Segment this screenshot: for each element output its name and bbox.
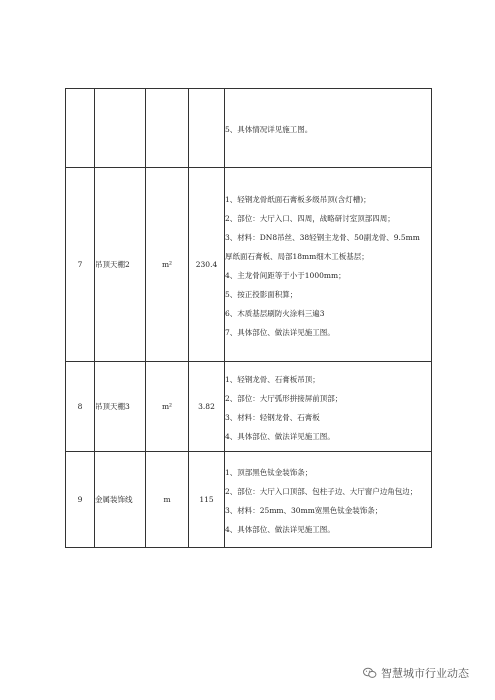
cell-desc xyxy=(225,362,432,452)
cell-no xyxy=(66,89,95,168)
cell-name: 吊顶天棚3 xyxy=(95,362,146,452)
cell-unit: m² xyxy=(146,362,189,452)
cell-unit: m² xyxy=(146,168,189,362)
cell-desc xyxy=(225,168,432,362)
desc-line: 6、木质基层刷防火涂料三遍3 xyxy=(225,308,325,318)
desc-line: 4、具体部位、做法详见施工图。 xyxy=(225,524,335,534)
watermark-text: 智慧城市行业动态 xyxy=(381,667,469,680)
desc-line: 3、材料：轻钢龙骨、石膏板 xyxy=(225,412,320,422)
cell-desc xyxy=(225,89,432,168)
cell-qty: 3.82 xyxy=(189,362,225,452)
desc-line: 4、具体部位、做法详见施工图。 xyxy=(225,431,335,441)
cell-qty xyxy=(189,89,225,168)
desc-line: 3、材料：25mm、30mm宽黑色钛金装饰条； xyxy=(225,505,383,515)
spec-table xyxy=(65,88,432,548)
desc-line: 1、轻钢龙骨、石膏板吊顶； xyxy=(225,374,320,384)
cell-no: 7 xyxy=(66,168,95,362)
desc-line: 5、按正投影面积算； xyxy=(225,289,298,299)
cell-no: 8 xyxy=(66,362,95,452)
desc-line: 厚纸面石膏板、局部18mm细木工板基层； xyxy=(225,251,369,261)
watermark xyxy=(363,665,469,681)
desc-line: 2、部位：大厅入口、四周，战略研讨室顶部四周； xyxy=(225,213,395,223)
desc-line: 2、部位：大厅弧形拼接屏前顶部； xyxy=(225,393,343,403)
cell-no: 9 xyxy=(66,452,95,548)
desc-line: 4、主龙骨间距等于小于1000mm； xyxy=(225,270,346,280)
table-row xyxy=(66,452,432,548)
desc-line: 1、轻钢龙骨纸面石膏板多级吊顶(含灯槽)； xyxy=(225,194,371,204)
table-row xyxy=(66,168,432,362)
desc-line: 3、材料：DN8吊丝、38轻钢主龙骨、50副龙骨、9.5mm xyxy=(225,232,420,242)
cell-qty: 115 xyxy=(189,452,225,548)
table-row xyxy=(66,89,432,168)
desc-line: 7、具体部位、做法详见施工图。 xyxy=(225,327,335,337)
cell-unit: m xyxy=(146,452,189,548)
cell-name: 吊顶天棚2 xyxy=(95,168,146,362)
desc-line: 5、具体情况详见施工图。 xyxy=(225,124,313,134)
cell-desc xyxy=(225,452,432,548)
desc-line: 2、部位：大厅入口顶部、包柱子边、大厅窗户边角包边； xyxy=(225,486,418,496)
wechat-icon xyxy=(363,667,377,679)
cell-qty: 230.4 xyxy=(189,168,225,362)
table-row xyxy=(66,362,432,452)
cell-unit xyxy=(146,89,189,168)
cell-name xyxy=(95,89,146,168)
cell-name: 金属装饰线 xyxy=(95,452,146,548)
desc-line: 1、顶部黑色钛金装饰条； xyxy=(225,467,313,477)
